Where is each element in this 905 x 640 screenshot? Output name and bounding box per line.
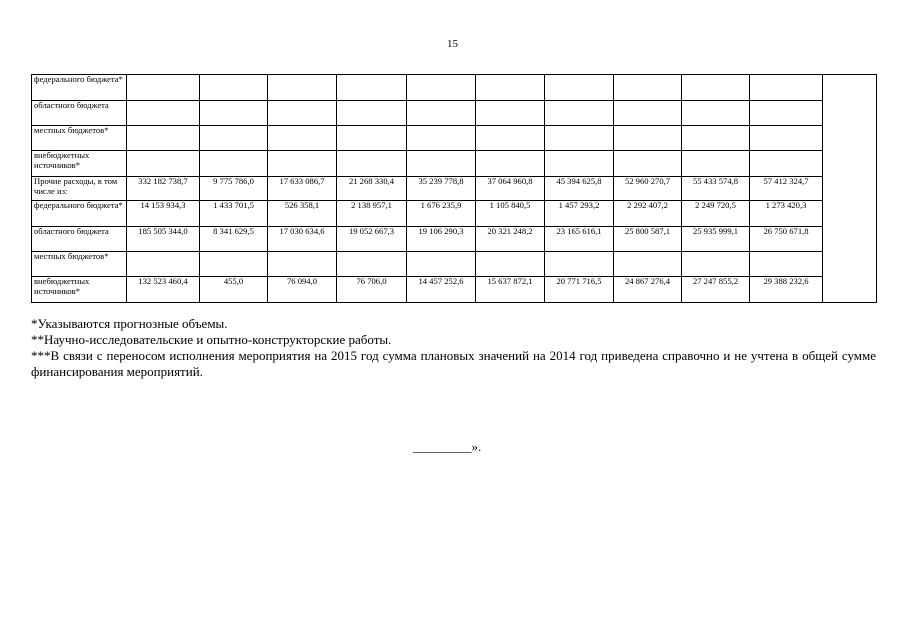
table-cell: 332 182 738,7 xyxy=(127,177,200,201)
table-cell xyxy=(200,75,268,101)
table-cell: 2 292 407,2 xyxy=(614,201,682,227)
table-cell xyxy=(337,151,407,177)
table-cell xyxy=(407,151,476,177)
table-row xyxy=(32,151,877,177)
table-cell xyxy=(682,101,750,126)
table-cell: 21 268 330,4 xyxy=(337,177,407,201)
table-cell xyxy=(268,151,337,177)
table-cell: 132 523 460,4 xyxy=(127,277,200,303)
table-cell: 76 706,0 xyxy=(337,277,407,303)
table-cell: 55 433 574,8 xyxy=(682,177,750,201)
table-cell xyxy=(614,101,682,126)
table-cell: 45 394 625,8 xyxy=(545,177,614,201)
row-label: областного бюджета xyxy=(32,101,127,126)
table-cell xyxy=(545,126,614,151)
table-cell: 1 457 293,2 xyxy=(545,201,614,227)
row-label: местных бюджетов* xyxy=(32,126,127,151)
table-cell xyxy=(545,252,614,277)
table-cell: 1 105 840,5 xyxy=(476,201,545,227)
table-cell xyxy=(407,75,476,101)
table-cell: 185 505 344,0 xyxy=(127,227,200,252)
table-cell xyxy=(614,75,682,101)
table-cell: 27 247 855,2 xyxy=(682,277,750,303)
table-cell: 19 106 290,3 xyxy=(407,227,476,252)
table-cell: 1 676 235,9 xyxy=(407,201,476,227)
table-cell: 35 239 778,8 xyxy=(407,177,476,201)
table-cell xyxy=(750,75,823,101)
table-cell xyxy=(750,126,823,151)
table-cell: 526 358,1 xyxy=(268,201,337,227)
table-cell: 14 457 252,6 xyxy=(407,277,476,303)
table-cell xyxy=(476,126,545,151)
table-cell xyxy=(476,151,545,177)
table-cell xyxy=(614,126,682,151)
table-cell xyxy=(337,252,407,277)
table-cell: 25 935 999,1 xyxy=(682,227,750,252)
table-cell xyxy=(750,151,823,177)
empty-side-column xyxy=(823,75,877,303)
table-row xyxy=(32,101,877,126)
table-cell xyxy=(127,151,200,177)
footnote-rnd: **Научно-исследовательские и опытно-конструкторские работы. xyxy=(31,332,392,347)
row-label: местных бюджетов* xyxy=(32,252,127,277)
page-number: 15 xyxy=(447,38,458,50)
table-cell: 2 138 957,1 xyxy=(337,201,407,227)
table-cell: 8 341 629,5 xyxy=(200,227,268,252)
table-cell: 1 273 420,3 xyxy=(750,201,823,227)
row-label: внебюджетных источников* xyxy=(32,277,127,303)
table-cell xyxy=(614,252,682,277)
table-cell: 52 960 270,7 xyxy=(614,177,682,201)
table-cell: 455,0 xyxy=(200,277,268,303)
table-cell xyxy=(682,151,750,177)
table-cell: 24 867 276,4 xyxy=(614,277,682,303)
row-label: внебюджетных источников* xyxy=(32,151,127,177)
table-row xyxy=(32,277,877,303)
table-cell xyxy=(750,252,823,277)
table-cell xyxy=(268,75,337,101)
table-cell: 57 412 324,7 xyxy=(750,177,823,201)
table-cell: 20 321 248,2 xyxy=(476,227,545,252)
table-cell xyxy=(127,101,200,126)
table-cell xyxy=(407,252,476,277)
table-cell xyxy=(200,151,268,177)
footnote-reference: ***В связи с переносом исполнения мероприятия на 2015 год сумма плановых значений на 2014 год приведена справочно и не учтена в общей сумме финансирования мероприятий. xyxy=(31,348,876,379)
footnotes xyxy=(31,316,876,380)
table-row xyxy=(32,201,877,227)
table-cell xyxy=(268,101,337,126)
table-cell: 76 094,0 xyxy=(268,277,337,303)
table-cell xyxy=(337,101,407,126)
table-cell: 26 750 671,8 xyxy=(750,227,823,252)
table-cell xyxy=(407,101,476,126)
table-row xyxy=(32,252,877,277)
table-cell xyxy=(682,75,750,101)
table-cell xyxy=(545,75,614,101)
table-row xyxy=(32,177,877,201)
table-cell: 1 433 701,5 xyxy=(200,201,268,227)
table-row xyxy=(32,126,877,151)
row-label: областного бюджета xyxy=(32,227,127,252)
table-cell xyxy=(268,126,337,151)
table-cell: 25 800 587,1 xyxy=(614,227,682,252)
table-cell: 17 030 634,6 xyxy=(268,227,337,252)
table-cell xyxy=(545,101,614,126)
table-cell: 14 153 934,3 xyxy=(127,201,200,227)
table-cell xyxy=(682,126,750,151)
table-cell xyxy=(200,252,268,277)
table-cell: 19 052 667,3 xyxy=(337,227,407,252)
table-cell: 15 637 872,1 xyxy=(476,277,545,303)
table-cell xyxy=(127,75,200,101)
table-cell xyxy=(200,101,268,126)
financing-table xyxy=(31,74,877,303)
table-row xyxy=(32,75,877,101)
table-cell: 29 388 232,6 xyxy=(750,277,823,303)
table-cell xyxy=(614,151,682,177)
table-cell xyxy=(407,126,476,151)
table-cell xyxy=(682,252,750,277)
table-cell xyxy=(127,252,200,277)
table-cell: 20 771 716,5 xyxy=(545,277,614,303)
table-cell xyxy=(476,252,545,277)
table-cell: 37 064 960,8 xyxy=(476,177,545,201)
table-cell xyxy=(127,126,200,151)
table-cell xyxy=(337,126,407,151)
footnote-forecast: *Указываются прогнозные объемы. xyxy=(31,316,228,331)
table-row xyxy=(32,227,877,252)
row-label: Прочие расходы, в том числе из: xyxy=(32,177,127,201)
table-cell: 17 633 086,7 xyxy=(268,177,337,201)
table-cell: 9 775 786,0 xyxy=(200,177,268,201)
closing-line: _________». xyxy=(413,439,482,454)
table-cell xyxy=(476,75,545,101)
table-cell xyxy=(476,101,545,126)
row-label: федерального бюджета* xyxy=(32,75,127,101)
table-cell xyxy=(545,151,614,177)
table-cell xyxy=(750,101,823,126)
table-cell: 23 165 616,1 xyxy=(545,227,614,252)
row-label: федерального бюджета* xyxy=(32,201,127,227)
table-cell: 2 249 720,5 xyxy=(682,201,750,227)
table-cell xyxy=(337,75,407,101)
table-cell xyxy=(200,126,268,151)
table-cell xyxy=(268,252,337,277)
